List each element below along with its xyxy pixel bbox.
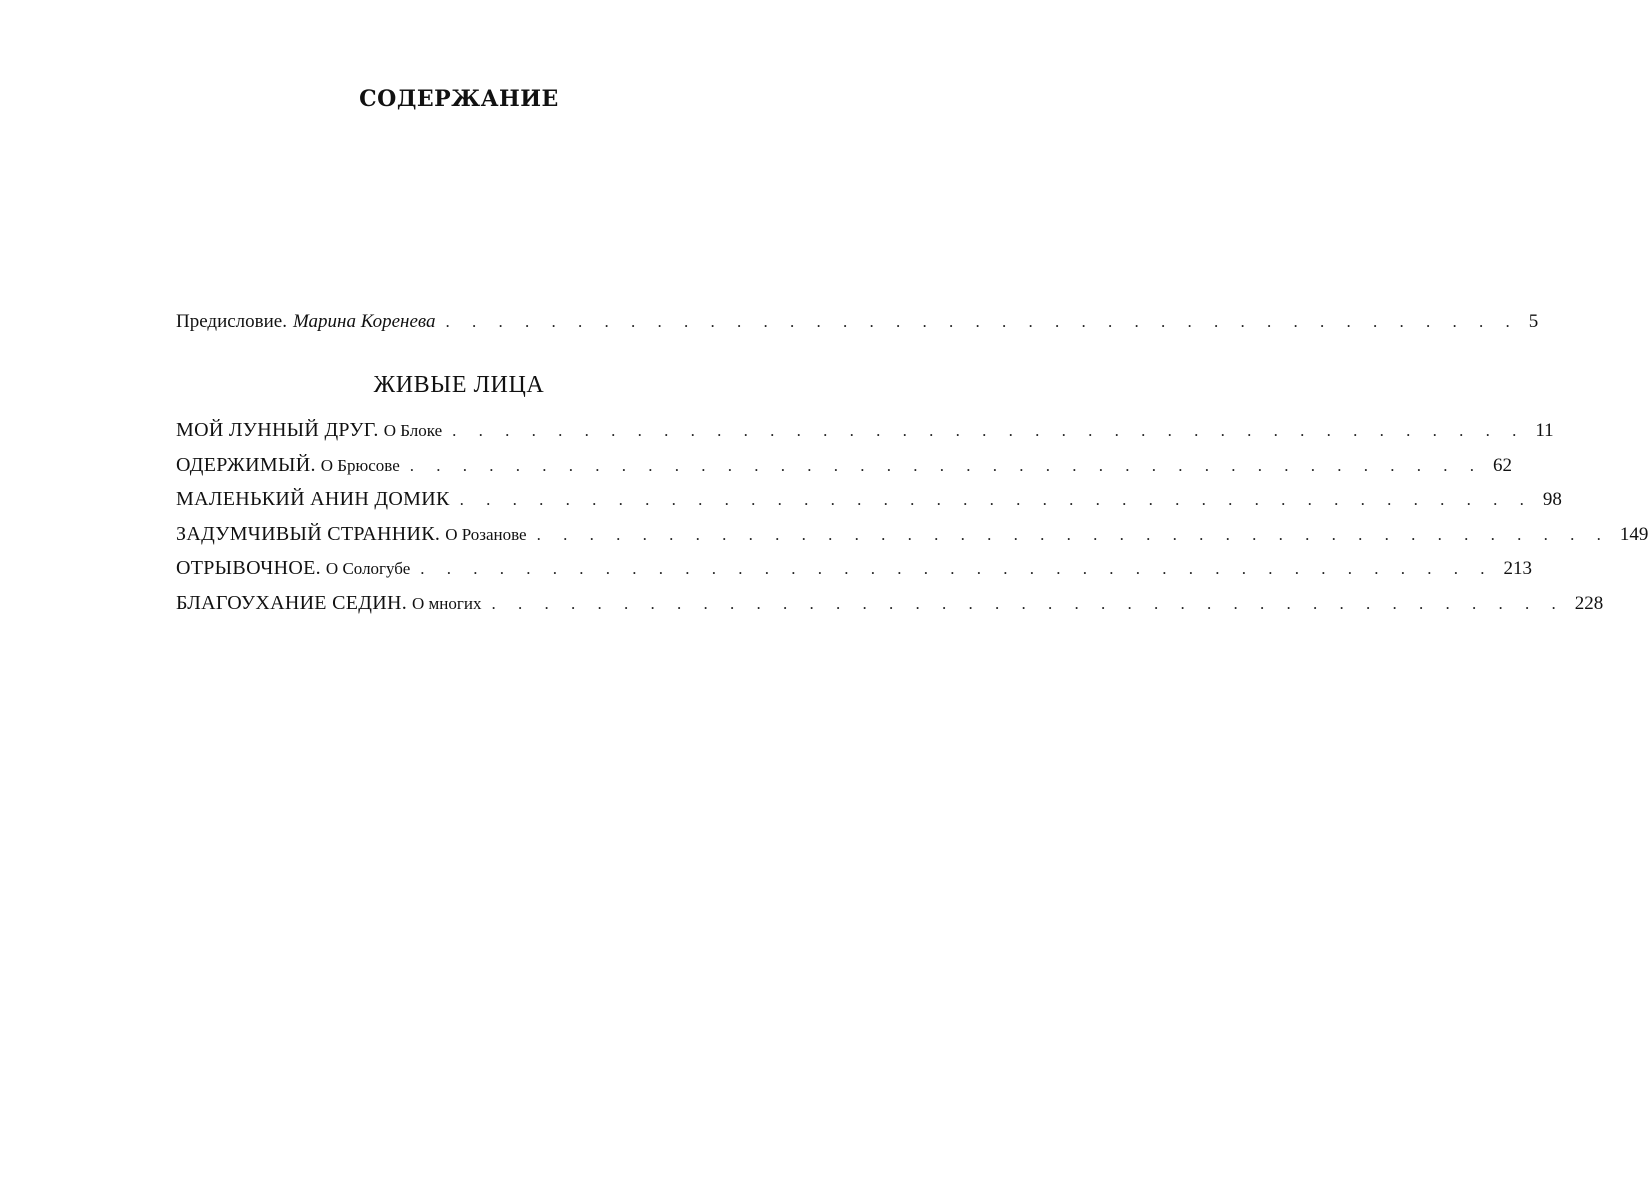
page-number: 98 bbox=[1542, 489, 1562, 510]
page-number: 5 bbox=[1528, 311, 1539, 332]
toc-row[interactable] bbox=[176, 590, 1604, 617]
entry-subtitle: О Блоке bbox=[383, 421, 443, 440]
page-number: 62 bbox=[1493, 455, 1513, 476]
toc-row[interactable] bbox=[176, 452, 1513, 479]
dot-leader: . . . . . . . . . . . . . . . . . . . . . . . . . . . . . . . . . . . . . . . . . bbox=[445, 312, 1519, 331]
entry-title: ЗАДУМЧИВЫЙ СТРАННИК. bbox=[176, 523, 441, 545]
dot-leader: . . . . . . . . . . . . . . . . . . . . . . . . . . . . . . . . . . . . . . . . . bbox=[452, 421, 1526, 440]
entry-title: ОДЕРЖИМЫЙ. bbox=[176, 454, 316, 476]
page-title: СОДЕРЖАНИЕ bbox=[359, 86, 559, 112]
page-number: 149 bbox=[1619, 524, 1648, 545]
dot-leader: . . . . . . . . . . . . . . . . . . . . . . . . . . . . . . . . . . . . . . . . . bbox=[491, 594, 1565, 613]
page-number: 11 bbox=[1535, 420, 1554, 441]
toc-row[interactable] bbox=[176, 486, 1562, 513]
dot-leader: . . . . . . . . . . . . . . . . . . . . . . . . . . . . . . . . . . . . . . . . . bbox=[409, 456, 1484, 475]
entry-title: ОТРЫВОЧНОЕ. bbox=[176, 557, 321, 579]
page-number: 213 bbox=[1503, 558, 1533, 579]
preface-label: Предисловие. bbox=[176, 311, 287, 332]
entry-subtitle: О Розанове bbox=[445, 525, 527, 544]
dot-leader: . . . . . . . . . . . . . . . . . . . . . . . . . . . . . . . . . . . . . . . . . bbox=[420, 559, 1494, 578]
toc-row[interactable] bbox=[176, 521, 1648, 548]
toc-row-preface[interactable] bbox=[176, 309, 1539, 335]
toc-row[interactable] bbox=[176, 555, 1533, 582]
entry-title: БЛАГОУХАНИЕ СЕДИН. bbox=[176, 592, 408, 614]
page-number: 228 bbox=[1574, 593, 1604, 614]
entry-subtitle: О Сологубе bbox=[325, 559, 411, 578]
dot-leader: . . . . . . . . . . . . . . . . . . . . . . . . . . . . . . . . . . . . . . . . . bbox=[459, 490, 1533, 509]
entry-subtitle: О многих bbox=[412, 594, 482, 613]
entry-title: МАЛЕНЬКИЙ АНИН ДОМИК bbox=[176, 488, 450, 510]
dot-leader: . . . . . . . . . . . . . . . . . . . . . . . . . . . . . . . . . . . . . . . . . bbox=[536, 525, 1610, 544]
preface-author: Марина Коренева bbox=[292, 311, 436, 332]
entry-title: МОЙ ЛУННЫЙ ДРУГ. bbox=[176, 419, 379, 441]
section-title: ЖИВЫЕ ЛИЦА bbox=[373, 372, 545, 398]
toc-row[interactable] bbox=[176, 417, 1554, 444]
entry-subtitle: О Брюсове bbox=[320, 456, 400, 475]
